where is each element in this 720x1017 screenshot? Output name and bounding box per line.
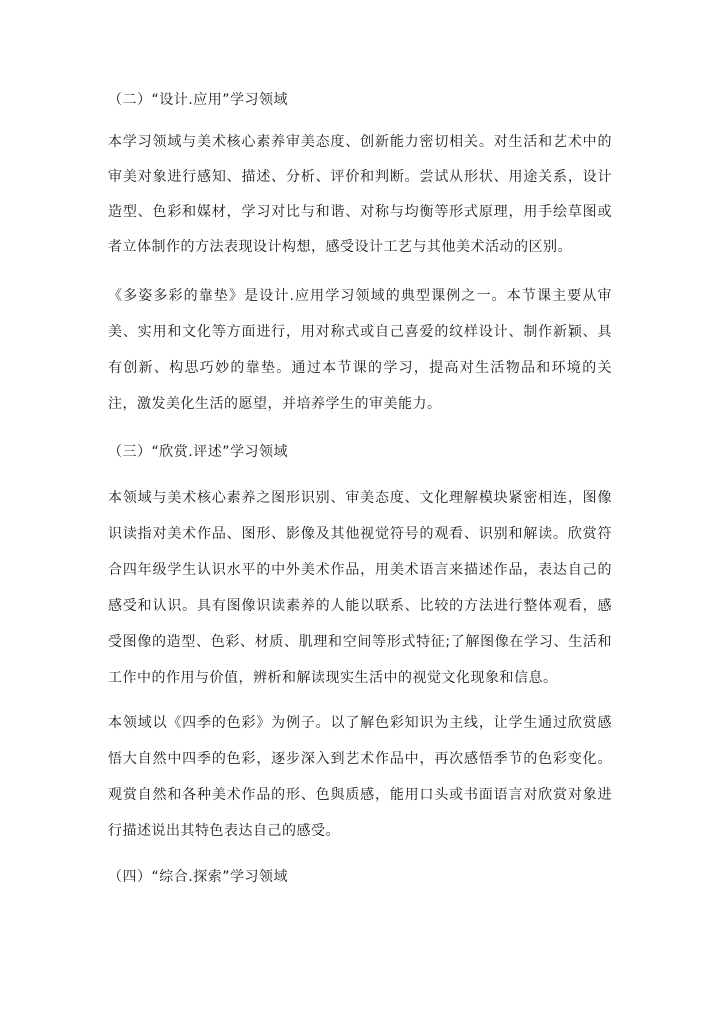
section3-para1-line4: 感受和认识。具有图像识读素养的人能以联系、比较的方法进行整体观看，感 — [108, 598, 612, 614]
section3-para2-line3: 观赏自然和各种美术作品的形、色與质感，能用口头或书面语言对欣赏对象进 — [108, 787, 612, 803]
section3-heading: （三）“欣赏.评述”学习领域 — [108, 444, 288, 460]
section2-para2-line4: 注，激发美化生活的愿望，并培养学生的审美能力。 — [108, 396, 442, 412]
section2-para1-line1: 本学习领域与美术核心素养审美态度、创新能力密切相关。对生活和艺术中的 — [108, 134, 612, 150]
section3-para2-line4: 行描述说出其特色表达自己的感受。 — [108, 823, 340, 839]
section2-para1-line2: 审美对象进行感知、描述、分析、评价和判断。尝试从形状、用途关系，设计 — [108, 169, 612, 185]
section2-para1-line4: 者立体制作的方法表现设计构想，感受设计工艺与其他美术活动的区别。 — [108, 239, 572, 255]
section2-para2-line1: 《多姿多彩的靠垫》是设计.应用学习领域的典型课例之一。本节课主要从审 — [108, 288, 612, 304]
section2-heading: （二）“设计.应用”学习领域 — [108, 92, 288, 108]
section3-para1-line1: 本领域与美术核心素养之图形识别、审美态度、文化理解模块紧密相连，图像 — [108, 490, 612, 506]
section2-para2-line3: 有创新、构思巧妙的靠垫。通过本节课的学习，提高对生活物品和环境的关 — [108, 360, 612, 376]
section4-heading: （四）“综合.探索”学习领域 — [108, 869, 288, 885]
section3-para2-line1: 本领域以《四季的色彩》为例子。以了解色彩知识为主线，让学生通过欣赏感 — [108, 715, 612, 731]
section3-para1-line3: 合四年级学生认识水平的中外美术作品，用美术语言来描述作品，表达自己的 — [108, 562, 612, 578]
section3-para1-line2: 识读指对美术作品、图形、影像及其他视觉符号的观看、识别和解读。欣赏符 — [108, 526, 612, 542]
section2-para2-line2: 美、实用和文化等方面进行，用对称式或自己喜爱的纹样设计、制作新颖、具 — [108, 324, 612, 340]
section3-para1-line5: 受图像的造型、色彩、材质、肌理和空间等形式特征;了解图像在学习、生活和 — [108, 634, 612, 650]
section3-para1-line6: 工作中的作用与价值，辨析和解读现实生活中的视觉文化现象和信息。 — [108, 670, 558, 686]
section2-para1-line3: 造型、色彩和媒材，学习对比与和谐、对称与均衡等形式原理，用手绘草图或 — [108, 204, 612, 220]
section3-para2-line2: 悟大自然中四季的色彩，逐步深入到艺术作品中，再次感悟季节的色彩变化。 — [108, 751, 612, 767]
